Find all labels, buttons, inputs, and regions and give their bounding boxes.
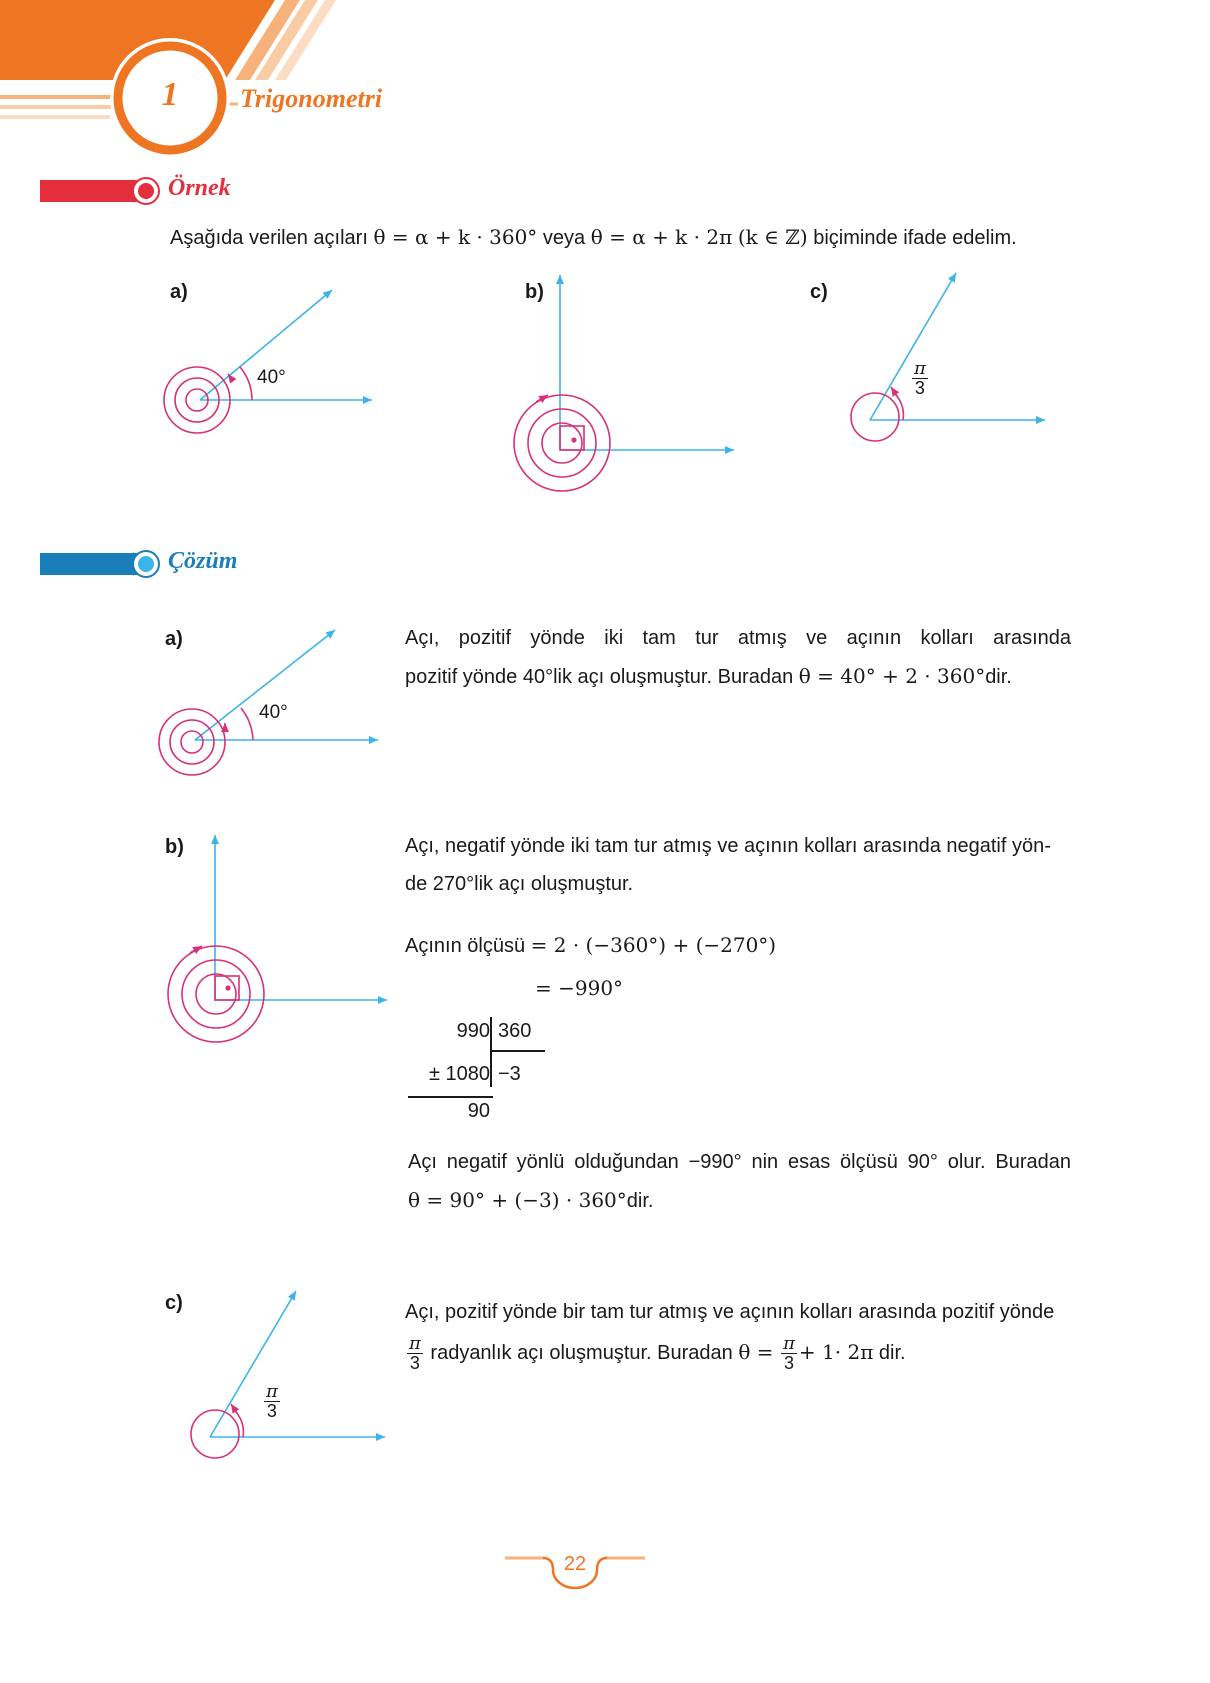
solution-target-icon — [128, 548, 164, 580]
example-heading-bar — [40, 180, 140, 202]
prompt-connector: veya — [542, 227, 586, 249]
solution-c-line1: Açı, pozitif yönde bir tam tur atmış ve açının kolları arasında pozitif yönde — [405, 1301, 1055, 1323]
solution-b-measure: Açının ölçüsü = 2 · (−360°) + (−270°) — [405, 933, 777, 957]
solution-b-conclusion-line1: Açı negatif yönlü olduğundan −990° nin esas ölçüsü 90° olur. Buradan — [408, 1151, 1071, 1173]
solution-angle-label-a: 40° — [259, 702, 288, 723]
solution-heading-bar — [40, 553, 140, 575]
solution-angle-diagram-c — [170, 1285, 400, 1460]
solution-angle-label-c: $\frac{\pi}{3}$ — [266, 1381, 278, 1421]
solution-item-label-c: c) — [165, 1292, 183, 1314]
solution-angle-diagram-b — [160, 825, 400, 1055]
solution-c-line2: $\frac{\pi}{3}$ radyanlık açı oluşmuştur. Buradan θ = $\frac{\pi}{3}$ + 1· 2π dir. — [409, 1333, 906, 1374]
division-remainder: 90 — [467, 1100, 490, 1122]
example-item-label-b: b) — [525, 281, 544, 303]
division-subtract: ± 1080 — [428, 1063, 490, 1085]
solution-item-label-b: b) — [165, 836, 184, 858]
chapter-number: 1 — [161, 76, 179, 113]
solution-b-measure-result: = −990° — [535, 976, 624, 1000]
solution-a-formula: θ = 40° + 2 · 360° — [798, 664, 986, 688]
division-quotient-line — [490, 1050, 545, 1052]
example-target-icon — [128, 175, 164, 207]
division-dividend: 990 — [456, 1020, 490, 1042]
example-heading: Örnek — [168, 175, 231, 201]
division-vertical-line — [490, 1017, 492, 1087]
integer-condition: (k ∈ ℤ) — [737, 225, 808, 249]
solution-b-line1: Açı, negatif yönde iki tam tur atmış ve açının kolları arasında negatif yön- — [405, 835, 1051, 857]
example-angle-label-c: $\frac{\pi}{3}$ — [914, 358, 926, 398]
solution-b-conclusion-line2: θ = 90° + (−3) · 360°dir. — [408, 1188, 654, 1212]
division-result-line — [408, 1096, 493, 1098]
solution-a-line1: Açı, pozitif yönde iki tam tur atmış ve açının kolları arasında — [405, 627, 1071, 649]
formula-radians: θ = α + k · 2π — [590, 225, 733, 249]
chapter-title: Trigonometri — [240, 84, 383, 113]
example-item-label-c: c) — [810, 281, 828, 303]
prompt-before: Aşağıda verilen açıları — [170, 227, 368, 249]
example-angle-label-a: 40° — [257, 367, 286, 388]
solution-item-label-a: a) — [165, 628, 183, 650]
solution-heading: Çözüm — [168, 548, 238, 574]
example-angle-diagram-b — [490, 265, 740, 500]
division-divisor: 360 — [498, 1020, 532, 1042]
formula-degrees: θ = α + k · 360° — [373, 225, 538, 249]
example-prompt — [170, 218, 1070, 257]
solution-a-line2: pozitif yönde 40°lik açı oluşmuştur. Buradan θ = 40° + 2 · 360°dir. — [405, 664, 1012, 688]
example-angle-diagram-c — [830, 265, 1060, 445]
page-number: 22 — [563, 1553, 587, 1575]
solution-b-line2: de 270°lik açı oluşmuştur. — [405, 873, 634, 895]
example-item-label-a: a) — [170, 281, 188, 303]
example-angle-diagram-a — [150, 270, 390, 450]
division-quotient: −3 — [498, 1063, 521, 1085]
prompt-after: biçiminde ifade edelim. — [813, 227, 1017, 249]
